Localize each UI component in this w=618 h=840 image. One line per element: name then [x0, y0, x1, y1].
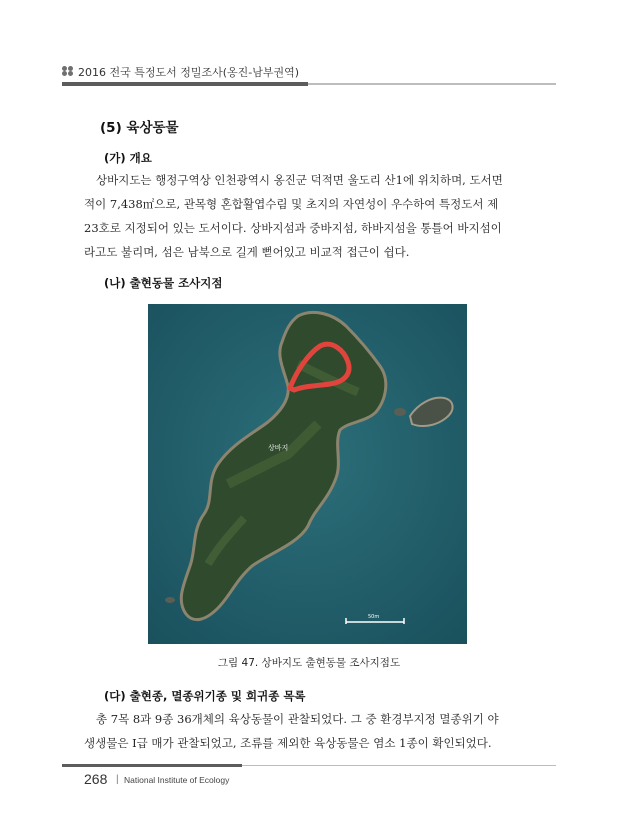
overview-line: 적이 7,438㎡으로, 관목형 혼합활엽수림 및 초지의 자연성이 우수하여 특정도서 제 — [84, 197, 499, 211]
footer-separator: | — [116, 774, 119, 785]
footer-rule-thin — [242, 765, 556, 766]
survey-sites-heading: (나) 출현동물 조사지점 — [104, 276, 223, 290]
section-heading: (5) 육상동물 — [100, 120, 179, 136]
rock-islet — [394, 408, 406, 416]
header-rule — [62, 82, 308, 86]
scale-label: 50m — [368, 614, 380, 620]
species-heading: (다) 출현종, 멸종위기종 및 희귀종 목록 — [104, 689, 306, 703]
overview-line: 23호로 지정되어 있는 도서이다. 상바지섬과 중바지섬, 하바지섬을 통틀어 바지섬이 — [84, 221, 502, 235]
species-line: 총 7목 8과 9종 36개체의 육상동물이 관찰되었다. 그 중 환경부지정 멸종위기 야 — [96, 712, 499, 726]
survey-map-image — [148, 304, 467, 644]
overview-paragraph — [84, 168, 556, 264]
overview-line: 라고도 불리며, 섬은 남북으로 길게 뻗어있고 비교적 접근이 쉽다. — [84, 245, 410, 259]
page-number: 268 — [84, 771, 108, 787]
species-line: 생생물은 Ⅰ급 매가 관찰되었고, 조류를 제외한 육상동물은 염소 1종이 확인되었다. — [84, 736, 492, 750]
running-header-title: 2016 전국 특정도서 정밀조사(옹진-남부권역) — [78, 66, 300, 79]
footer-organization: National Institute of Ecology — [124, 775, 230, 785]
overview-line: 상바지도는 행정구역상 인천광역시 옹진군 덕적면 울도리 산1에 위치하며, 도서면 — [96, 173, 503, 187]
rock-islet — [165, 597, 175, 603]
footer-rule — [62, 764, 242, 767]
header-rule-thin — [308, 83, 556, 85]
map-label: 상바지 — [268, 444, 289, 452]
species-paragraph — [84, 707, 556, 755]
header-dots-icon — [62, 66, 74, 76]
figure-caption: 그림 47. 상바지도 출현동물 조사지점도 — [217, 657, 401, 669]
overview-heading: (가) 개요 — [104, 151, 152, 165]
aerial-photo — [148, 304, 467, 644]
